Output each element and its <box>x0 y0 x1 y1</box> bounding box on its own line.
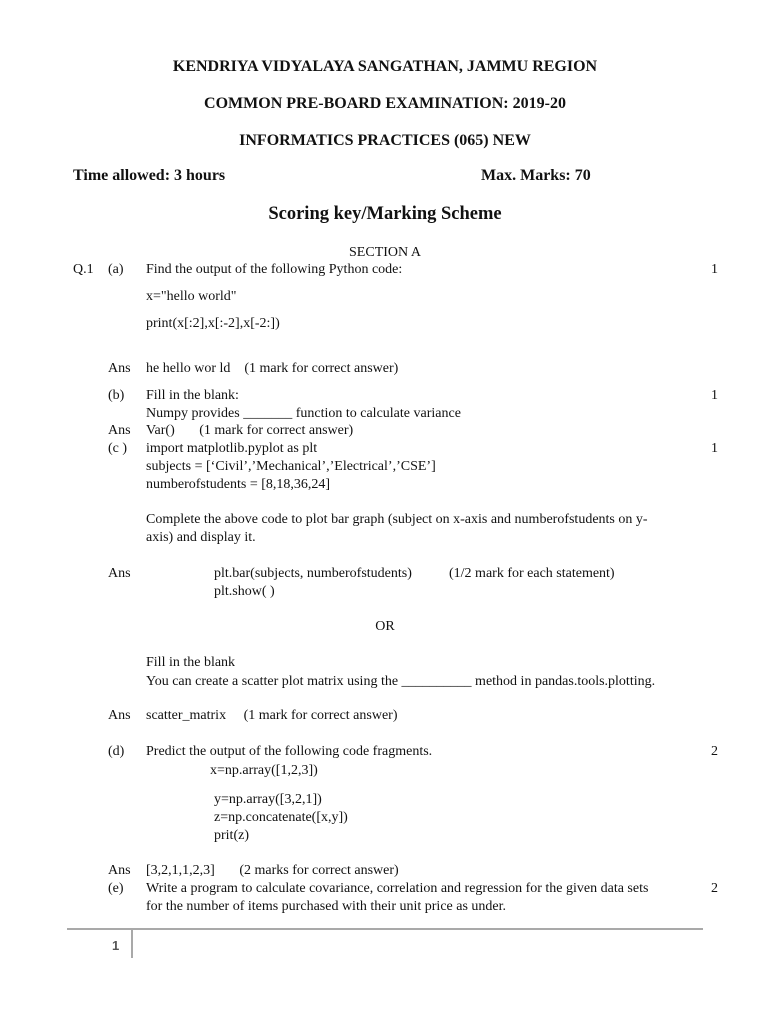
answer-alt: scatter_matrix (1 mark for correct answer) <box>146 708 398 723</box>
answer-a: he hello wor ld (1 mark for correct answer) <box>146 361 399 376</box>
ans-label-a: Ans <box>108 361 131 376</box>
code-c-line2: subjects = [‘Civil’,’Mechanical’,’Electrical’,’CSE’] <box>146 459 436 474</box>
ans-label-b: Ans <box>108 423 131 438</box>
exam-heading: COMMON PRE-BOARD EXAMINATION: 2019-20 <box>204 95 566 112</box>
code-c-line3: numberofstudents = [8,18,36,24] <box>146 477 331 492</box>
page-number: 1 <box>112 938 120 953</box>
page-title: Scoring key/Marking Scheme <box>268 204 502 224</box>
part-label-b: (b) <box>108 388 125 403</box>
subject-heading: INFORMATICS PRACTICES (065) NEW <box>239 132 531 149</box>
footer-rule <box>67 928 703 930</box>
marks-e: 2 <box>711 881 718 896</box>
marks-d: 2 <box>711 744 718 759</box>
code-a-line2: print(x[:2],x[:-2],x[-2:]) <box>146 316 280 331</box>
question-e-line2: for the number of items purchased with their unit price as under. <box>146 899 507 914</box>
code-d-line2: y=np.array([3,2,1]) <box>214 792 322 807</box>
question-b-line2: Numpy provides _______ function to calculate variance <box>146 406 461 421</box>
max-marks: Max. Marks: 70 <box>481 167 591 184</box>
code-d-line4: prit(z) <box>214 828 249 843</box>
question-b-line1: Fill in the blank: <box>146 388 239 403</box>
footer-divider <box>131 930 133 958</box>
question-number: Q.1 <box>73 262 94 277</box>
alt-question-line2: You can create a scatter plot matrix using the __________ method in pandas.tools.plotting. <box>146 674 656 689</box>
code-c-line1: import matplotlib.pyplot as plt <box>146 441 318 456</box>
code-d-line1: x=np.array([1,2,3]) <box>210 763 318 778</box>
marks-b: 1 <box>711 388 718 403</box>
org-heading: KENDRIYA VIDYALAYA SANGATHAN, JAMMU REGION <box>172 58 598 75</box>
part-label-a: (a) <box>108 262 124 277</box>
question-e-line1: Write a program to calculate covariance, correlation and regression for the given data sets <box>146 881 649 896</box>
marks-a: 1 <box>711 262 718 277</box>
answer-d: [3,2,1,1,2,3] (2 marks for correct answer) <box>146 863 399 878</box>
answer-c-note: (1/2 mark for each statement) <box>449 566 615 581</box>
ans-label-c: Ans <box>108 566 131 581</box>
code-d-line3: z=np.concatenate([x,y]) <box>214 810 348 825</box>
question-c-line1: Complete the above code to plot bar graph (subject on x-axis and numberofstudents on y- <box>146 512 648 527</box>
alt-question-line1: Fill in the blank <box>146 655 236 670</box>
time-allowed: Time allowed: 3 hours <box>73 167 226 184</box>
part-label-e: (e) <box>108 881 124 896</box>
or-separator: OR <box>375 619 395 634</box>
question-d-text: Predict the output of the following code fragments. <box>146 744 433 759</box>
answer-c-line2: plt.show( ) <box>214 584 275 599</box>
answer-c-line1: plt.bar(subjects, numberofstudents) <box>214 566 412 581</box>
code-a-line1: x="hello world" <box>146 289 237 304</box>
ans-label-d: Ans <box>108 863 131 878</box>
answer-b: Var() (1 mark for correct answer) <box>146 423 354 438</box>
section-heading: SECTION A <box>349 245 421 260</box>
question-a-text: Find the output of the following Python code: <box>146 262 403 277</box>
question-c-line2: axis) and display it. <box>146 530 256 545</box>
part-label-d: (d) <box>108 744 125 759</box>
part-label-c: (c ) <box>108 441 128 456</box>
ans-label-alt: Ans <box>108 708 131 723</box>
marks-c: 1 <box>711 441 718 456</box>
